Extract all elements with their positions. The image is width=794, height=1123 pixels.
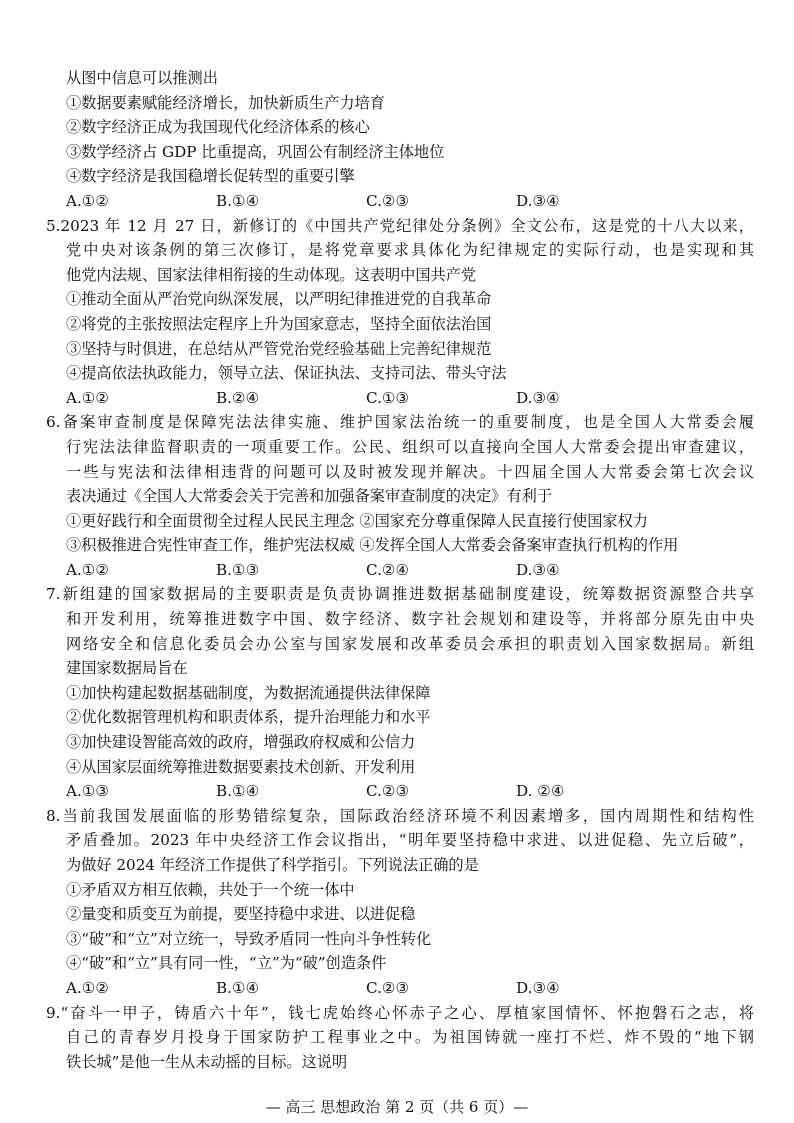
option-b: B.①③	[216, 560, 260, 579]
option-d: D.③④	[516, 560, 560, 579]
statement: ④从国家层面统筹推进数据要素技术创新、开发利用	[66, 757, 416, 776]
option-c: C.①③	[366, 388, 410, 407]
option-c: C.②④	[366, 560, 410, 579]
statement: ①推动全面从严治党向纵深发展，以严明纪律推进党的自我革命	[66, 290, 492, 309]
statement: ①数据要素赋能经济增长，加快新质生产力培育	[66, 93, 385, 112]
answer-options	[66, 189, 754, 214]
question-7	[46, 582, 754, 803]
option-d: D.③④	[516, 191, 560, 210]
question-4-continuation	[66, 66, 754, 214]
question-text: 网络安全和信息化委员会办公室与国家发展和改革委员会承担的职责划入国家数据局。新组	[66, 634, 754, 653]
answer-options	[66, 558, 754, 583]
answer-options	[66, 976, 754, 1001]
option-c: C.②③	[366, 782, 410, 801]
question-text: 行宪法法律监督职责的一项重要工作。公民、组织可以直接向全国人大常委会提出审查建议，	[66, 437, 754, 456]
statement: ④提高依法执政能力，领导立法、保证执法、支持司法、带头守法	[66, 364, 507, 383]
statement: ③加快建设智能高效的政府，增强政府权威和公信力	[66, 733, 416, 752]
option-d: D. ②④	[516, 782, 565, 801]
question-text: 表决通过《全国人大常委会关于完善和加强备案审查制度的决定》有利于	[66, 487, 552, 506]
statement: ④数字经济是我国稳增长促转型的重要引擎	[66, 167, 355, 186]
option-a: A.①②	[66, 388, 110, 407]
question-text: 和开发利用，统筹推进数字中国、数字经济、数字社会规划和建设等，并将部分原先由中央	[66, 610, 754, 629]
page-footer: — 高三 思想政治 第 2 页（共 6 页）—	[265, 1098, 529, 1116]
option-c: C.②③	[366, 978, 410, 997]
option-c: C.②③	[366, 191, 410, 210]
option-a: A.①②	[66, 191, 110, 210]
statement: ①矛盾双方相互依赖，共处于一个统一体中	[66, 880, 355, 899]
statement: ③“破”和“立”对立统一，导致矛盾同一性向斗争性转化	[66, 929, 432, 948]
question-text: 他党内法规、国家法律相衔接的生动体现。这表明中国共产党	[66, 265, 477, 284]
statement: ④“破”和“立”具有同一性，“立”为“破”创造条件	[66, 954, 387, 973]
statement: ②优化数据管理机构和职责体系，提升治理能力和水平	[66, 708, 431, 727]
statement: ①更好践行和全面贯彻全过程人民民主理念 ②国家充分尊重保障人民直接行使国家权力	[66, 511, 648, 530]
statement: ②数字经济正成为我国现代化经济体系的核心	[66, 118, 370, 137]
question-text: 建国家数据局旨在	[66, 659, 188, 678]
option-a: A.①②	[66, 978, 110, 997]
question-text: 5.2023 年 12 月 27 日，新修订的《中国共产党纪律处分条例》全文公布，这是党的十八大以来，	[46, 216, 754, 235]
option-a: A.①③	[66, 782, 110, 801]
question-text: 矛盾叠加。2023 年中央经济工作会议指出，“明年要坚持稳中求进、以进促稳、先立后破”，	[66, 831, 754, 850]
option-b: B.①④	[216, 978, 260, 997]
question-8	[46, 804, 754, 1001]
option-a: A.①②	[66, 560, 110, 579]
question-text: 7.新组建的国家数据局的主要职责是负责协调推进数据基础制度建设，统筹数据资源整合共享	[46, 585, 754, 604]
statement: ③积极推进合宪性审查工作，维护宪法权威 ④发挥全国人大常委会备案审查执行机构的作用	[66, 536, 679, 555]
question-text: 为做好 2024 年经济工作提供了科学指引。下列说法正确的是	[66, 856, 479, 874]
question-text: 8.当前我国发展面临的形势错综复杂，国际政治经济环境不利因素增多，国内周期性和结构性	[46, 806, 754, 825]
question-text: 6.备案审查制度是保障宪法法律实施、维护国家法治统一的重要制度，也是全国人大常委会履	[46, 413, 754, 432]
question-6	[46, 410, 754, 582]
statement: ①加快构建起数据基础制度，为数据流通提供法律保障	[66, 683, 431, 702]
question-text: 自己的青春岁月投身于国家防护工程事业之中。为祖国铸就一座打不烂、炸不毁的“地下钢	[66, 1028, 754, 1047]
question-stem: 从图中信息可以推测出	[66, 69, 218, 87]
option-b: B.②④	[216, 388, 260, 407]
option-b: B.①④	[216, 782, 260, 801]
question-text: 铁长城”是他一生从未动摇的目标。这说明	[66, 1052, 348, 1071]
question-9	[46, 1001, 754, 1075]
question-text: 9.“奋斗一甲子，铸盾六十年”，钱七虎始终心怀赤子之心、厚植家国情怀、怀抱磐石之志，将	[46, 1003, 754, 1022]
question-5	[46, 214, 754, 411]
option-d: D.③④	[516, 388, 560, 407]
statement: ②将党的主张按照法定程序上升为国家意志，坚持全面依法治国	[66, 314, 492, 333]
statement: ③坚持与时俱进，在总结从严管党治党经验基础上完善纪律规范	[66, 339, 492, 358]
answer-options	[66, 386, 754, 411]
question-text: 一些与宪法和法律相违背的问题可以及时被发现并解决。十四届全国人大常委会第七次会议	[66, 462, 754, 481]
answer-options	[66, 779, 754, 804]
statement: ②量变和质变互为前提，要坚持稳中求进、以进促稳	[66, 905, 416, 924]
question-text: 党中央对该条例的第三次修订，是将党章要求具体化为纪律规定的实际行动，也是实现和其	[66, 241, 754, 260]
option-d: D.③④	[516, 978, 560, 997]
statement: ③数学经济占 GDP 比重提高，巩固公有制经济主体地位	[66, 142, 445, 161]
option-b: B.①④	[216, 191, 260, 210]
